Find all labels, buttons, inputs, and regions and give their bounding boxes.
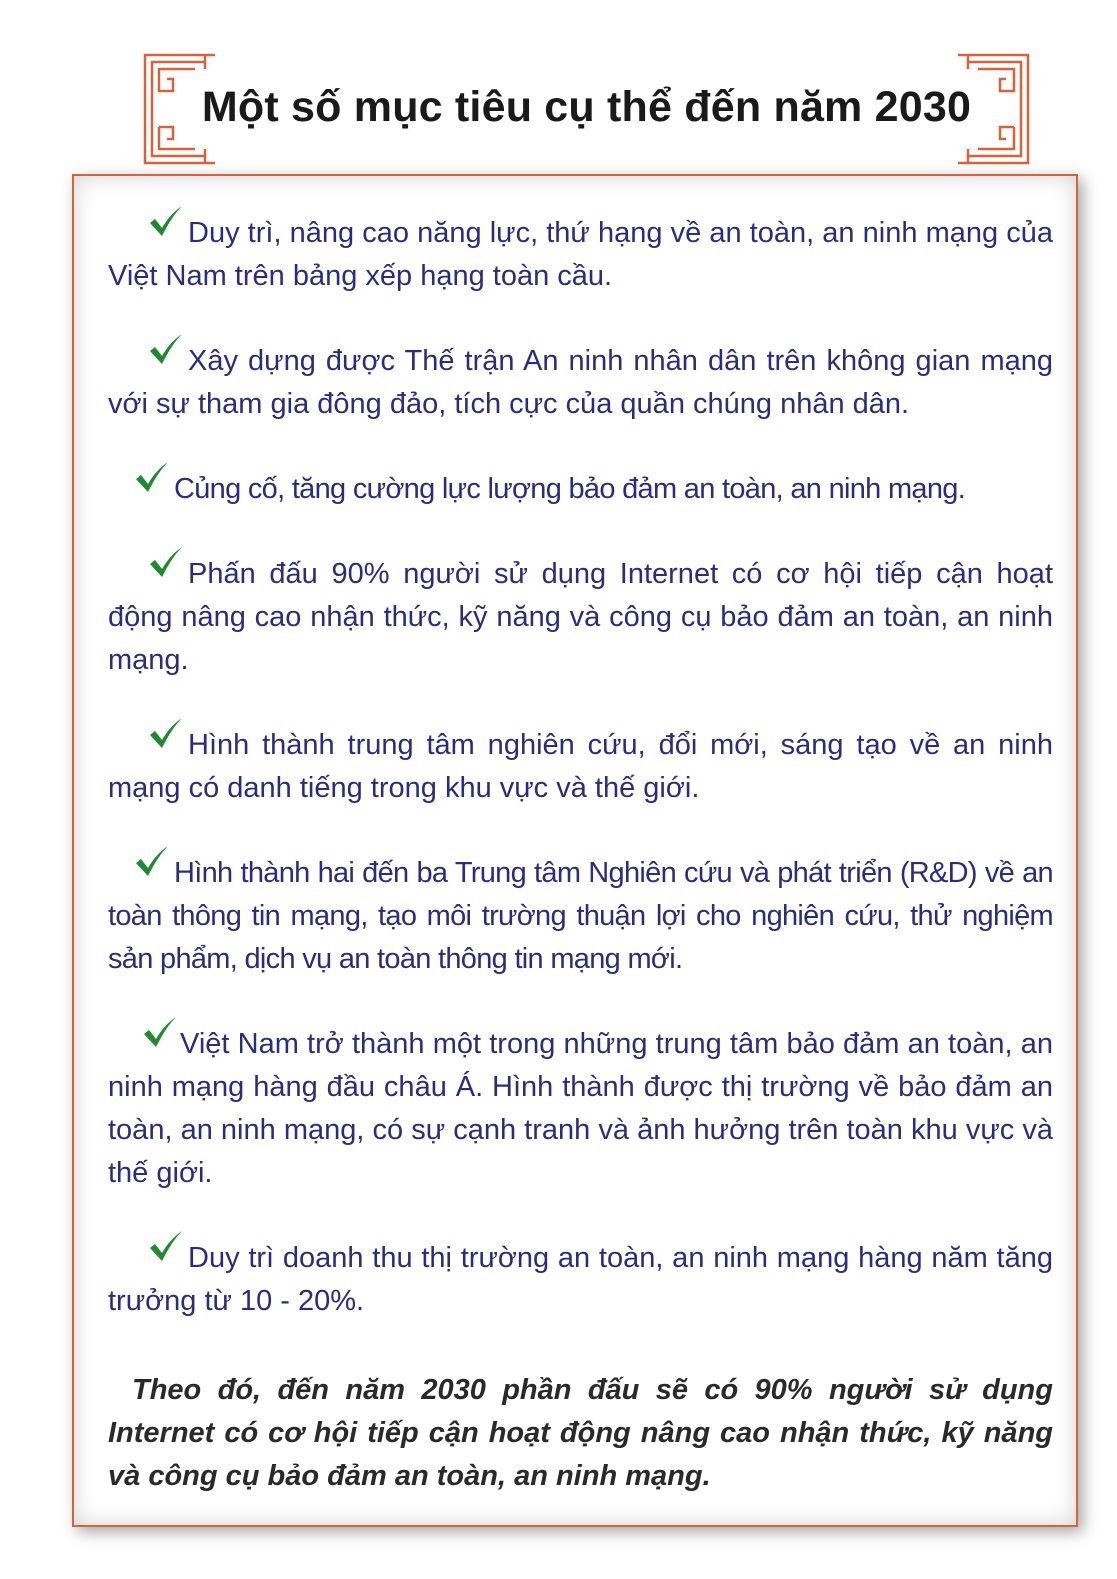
goal-text: Duy trì, nâng cao năng lực, thứ hạng về an toàn, an ninh mạng của Việt Nam trên bảng xếp hạng toàn cầu. [108, 217, 1053, 292]
goal-item [108, 852, 1053, 981]
goal-item [108, 553, 1053, 682]
goal-text: Xây dựng được Thế trận An ninh nhân dân trên không gian mạng với sự tham gia đông đảo, tích cực của quần chúng nhân dân. [108, 345, 1053, 420]
page-title: Một số mục tiêu cụ thể đến năm 2030 [201, 83, 972, 131]
goal-list [108, 212, 1053, 1365]
goal-text: Phấn đấu 90% người sử dụng Internet có cơ hội tiếp cận hoạt động nâng cao nhận thức, kỹ năng và công cụ bảo đảm an toàn, an ninh mạng. [108, 558, 1053, 676]
goal-item [108, 340, 1053, 426]
goal-item [108, 1237, 1053, 1323]
goal-text: Việt Nam trở thành một trong những trung tâm bảo đảm an toàn, an ninh mạng hàng đầu châu Á. Hình thành được thị trường về bảo đảm an toàn, an ninh mạng, có sự cạnh tranh và ảnh hưởng trên toàn khu vực và thế giới. [108, 1028, 1053, 1189]
checkmark-icon [148, 204, 184, 238]
checkmark-icon [148, 716, 184, 750]
goal-item [108, 468, 1053, 511]
checkmark-icon [148, 332, 184, 366]
goal-text: Củng cố, tăng cường lực lượng bảo đảm an toàn, an ninh mạng. [174, 473, 966, 505]
content-panel [72, 174, 1078, 1527]
goal-text: Hình thành hai đến ba Trung tâm Nghiên cứu và phát triển (R&D) về an toàn thông tin mạng, tạo môi trường thuận lợi cho nghiên cứu, thử nghiệm sản phẩm, dịch vụ an toàn thông tin mạng mới. [108, 857, 1053, 975]
conclusion-text: Theo đó, đến năm 2030 phần đấu sẽ có 90% người sử dụng Internet có cơ hội tiếp cận hoạt động nâng cao nhận thức, kỹ năng và công cụ bảo đảm an toàn, an ninh mạng. [108, 1374, 1053, 1492]
checkmark-icon [148, 545, 184, 579]
title-header [143, 53, 1030, 165]
goal-item [108, 212, 1053, 298]
goal-item [108, 724, 1053, 810]
goal-text: Hình thành trung tâm nghiên cứu, đổi mới, sáng tạo về an ninh mạng có danh tiếng trong khu vực và thế giới. [108, 729, 1053, 804]
checkmark-icon [134, 844, 170, 878]
goal-item [108, 1023, 1053, 1195]
checkmark-icon [134, 460, 170, 494]
checkmark-icon [148, 1229, 184, 1263]
checkmark-icon [142, 1015, 178, 1049]
goal-text: Duy trì doanh thu thị trường an toàn, an ninh mạng hàng năm tăng trưởng từ 10 - 20%. [108, 1242, 1053, 1317]
